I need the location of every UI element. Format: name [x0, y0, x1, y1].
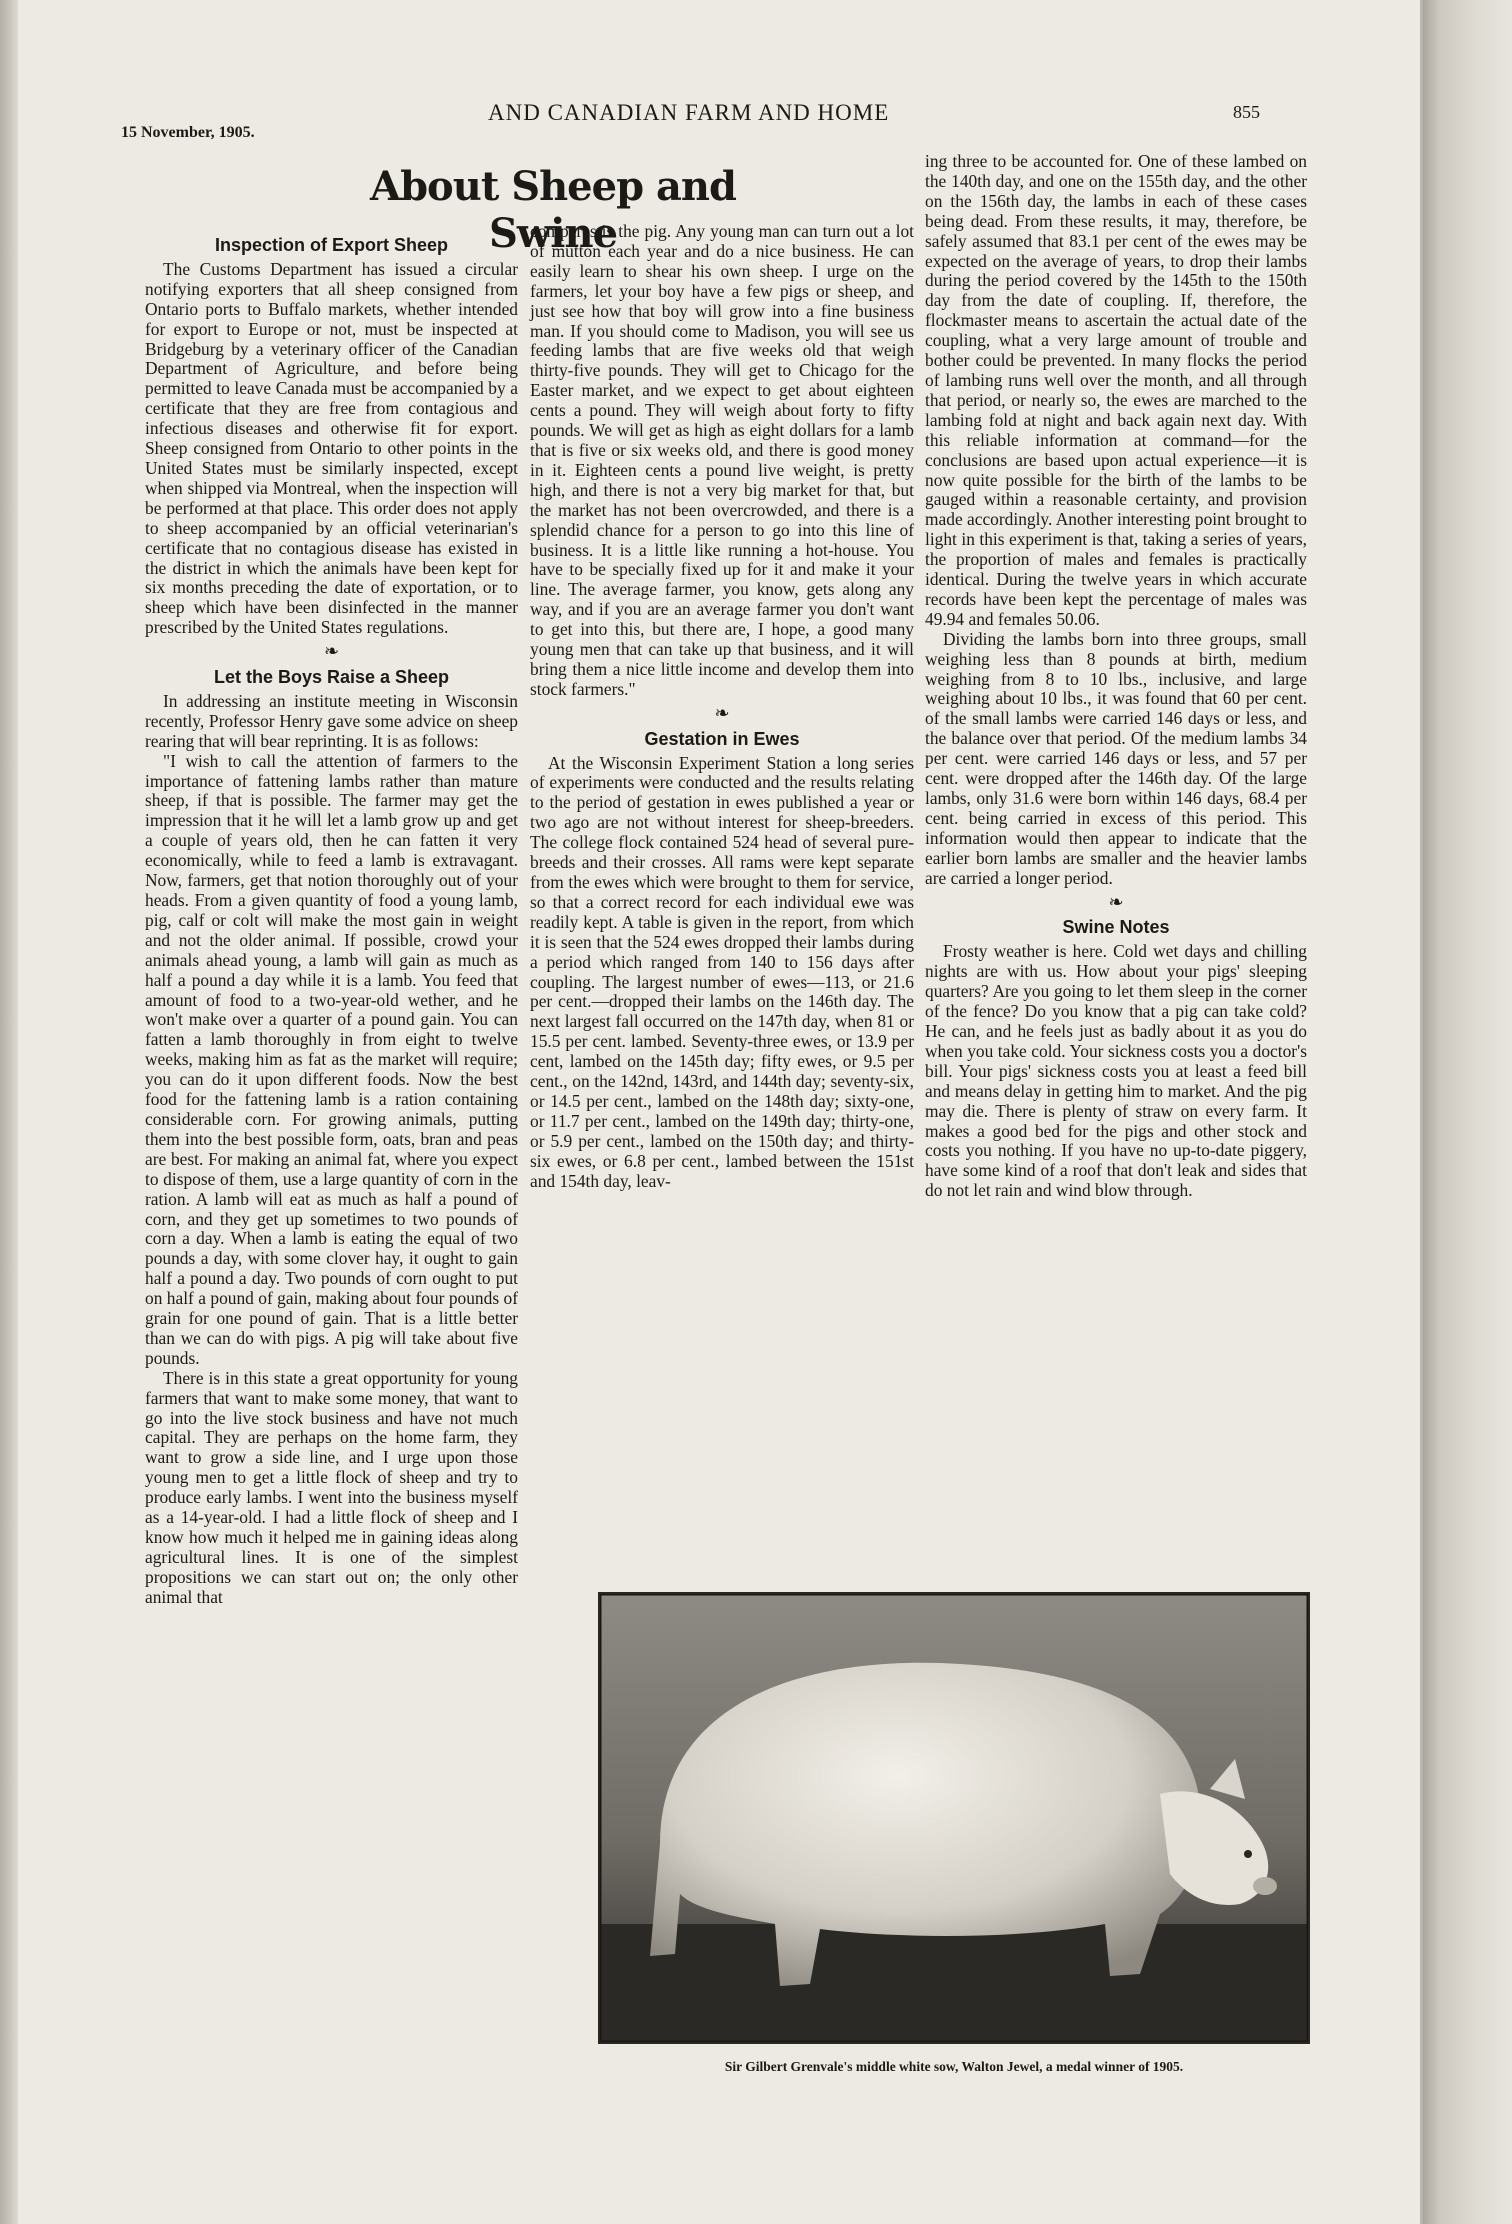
paragraph: ing three to be accounted for. One of these lambed on the 140th day, and one on the 155th day, and the other on the 156th day, the lambs in each of these cases being dead. From these results, it may, therefore, be safely assumed that 83.1 per cent of the ewes may be expected on the average of years, to drop their lambs during the period covered by the 145th to the 150th day from the date of coupling. If, therefore, the flockmaster means to ascertain the actual date of the coupling, what a very large amount of trouble and bother could be prevented. In many flocks the period of lambing runs well over the month, and all through that period, or nearly so, the ewes are marched to the lambing fold at night and back again next day. With this reliable information at command—for the conclusions are based upon actual experience—it is now quite possible for the birth of the lambs to be gauged within a reasonable certainty, and provision made accordingly. Another interesting point brought to light in this experiment is that, taking a series of years, the proportion of males and females is practically identical. During the twelve years in which accurate records have been kept the percentage of males was 49.94 and females 50.06. [925, 151, 1307, 629]
article-title: About Sheep and Swine [370, 163, 736, 257]
figure-caption: Sir Gilbert Grenvale's middle white sow, Walton Jewel, a medal winner of 1905. [724, 2059, 1184, 2074]
pig-image [600, 1594, 1308, 2042]
magazine-page [18, 0, 1423, 2224]
ornament-icon: ❧ [1108, 891, 1124, 912]
running-head [18, 100, 1423, 141]
paragraph: "I wish to call the attention of farmers to the importance of fattening lambs rather than mature sheep, if that is possible. The farmer may get the impression that it he will let a lamb grow up and get a couple of years old, then he can fatten it very economically, while to feed a lamb is extravagant. Now, farmers, get that notion thoroughly out of your heads. From a given quantity of food a young lamb, pig, calf or colt will make the most gain in weight and not the older animal. If possible, crowd your animals ahead young, a lamb will gain as much as half a pound a day while it is a lamb. You feed that amount of food to a two-year-old wether, and he won't make over a quarter of a pound gain. You can fatten a lamb thoroughly in from eight to twelve weeks, making him as fat as the market will require; you can do it upon different foods. Now the best food for the fattening lamb is a ration containing considerable corn. For growing animals, putting them into the best possible form, oats, bran and peas are best. For making an animal fat, where you expect to dispose of them, use a large quantity of corn in the ration. A lamb will eat as much as half a pound of corn, and they get up sometimes to two pounds of corn a day. When a lamb is eating the equal of two pounds a day, with some clover hay, it ought to gain half a pound a day. Two pounds of corn ought to put on half a pound of gain, making about four pounds of grain for one pound of gain. That is a little better than we can do with pigs. A pig will take about five pounds. [145, 750, 518, 1368]
paragraph: Frosty weather is here. Cold wet days and chilling nights are with us. How about your pigs' sleeping quarters? Are you going to let them sleep in the corner of the fence? Do you know that a pig can take cold? He can, and he feels just as badly about it as you do when you take cold. Your sickness costs you a doctor's bill. Your pigs' sickness costs you at least a feed bill and means delay in getting him to market. And the pig may die. There is plenty of straw on every farm. It makes a good bed for the pigs and other stock and costs you nothing. If you have no up-to-date piggery, have some kind of a roof that don't leak and sides that do not let rain and wind blow through. [925, 941, 1307, 1201]
paragraph: The Customs Department has issued a circular notifying exporters that all sheep consigned from Ontario ports to Buffalo markets, whether intended for export to Europe or not, must be inspected at Bridgeburg by a veterinary officer of the Canadian Department of Agriculture, and before being permitted to leave Canada must be accompanied by a certificate that they are free from contagious and infectious diseases and otherwise fit for export. Sheep consigned from Ontario to other points in the United States must be similarly inspected, except when shipped via Montreal, when the inspection will be performed at that place. This order does not apply to sheep accompanied by an official veterinarian's certificate that no contagious disease has existed in the district in which the animals have been kept for six months preceding the date of exportation, or to sheep which have been disinfected in the manner prescribed by the United States regulations. [145, 258, 518, 638]
section-heading-boys: Let the Boys Raise a Sheep [213, 667, 450, 688]
paragraph: compares is the pig. Any young man can turn out a lot of mutton each year and do a nice business. He can easily learn to shear his own sheep. I urge on the farmers, let your boy have a few pigs or sheep, and just see how that boy will grow into a fine business man. If you should come to Madison, you will see us feeding lambs that are five weeks old that weigh thirty-five pounds. They will get to Chicago for the Easter market, and we expect to get about eighteen cents a pound. They will weigh about forty to fifty pounds. We will get as high as eight dollars for a lamb that is five or six weeks old, and there is good money in it. Eighteen cents a pound live weight, is pretty high, and there is not a very big market for that, but the market has not been overcrowded, and there is a splendid chance for a person to go into this line of business. It is a little like running a hot-house. You have to be specially fixed up for it and make it your line. The average farmer, you know, gets along any way, and if you are an average farmer you don't want to get into this, but there are, I hope, a good many young men that can take up that business, and it will bring them a nice little income and develop them into stock farmers." [530, 221, 914, 699]
column-3 [925, 152, 1307, 1201]
column-1 [145, 230, 518, 1608]
issue-date: 15 November, 1905. [121, 124, 255, 141]
page-number: 855 [1233, 102, 1260, 122]
section-heading-gestation: Gestation in Ewes [644, 728, 800, 749]
paragraph: Dividing the lambs born into three groups, small weighing less than 8 pounds at birth, medium weighing from 8 to 10 lbs., inclusive, and large weighing about 10 lbs., it was found that 60 per cent. of the small lambs were carried 146 days or less, and the balance over that period. Of the medium lambs 34 per cent. were carried 146 days or less, and 57 per cent. were dropped after the 146th day. Of the large lambs, only 31.6 were born within 146 days, 68.4 per cent. being carried in excess of this period. This information would then appear to indicate that the earlier born lambs are smaller and the heavier lambs are carried a longer period. [925, 628, 1307, 888]
binding-shadow [0, 0, 18, 2224]
paragraph: At the Wisconsin Experiment Station a long series of experiments were conducted and the results relating to the period of gestation in ewes published a year or two ago are not without interest for sheep-breeders. The college flock contained 524 head of several pure-breeds and their crosses. All rams were kept separate from the ewes which were brought to them for service, so that a correct record for each individual ewe was readily kept. A table is given in the report, from which it is seen that the 524 ewes dropped their lambs during a period which ranged from 140 to 156 days after coupling. The largest number of ewes—113, or 21.6 per cent.—dropped their lambs on the 146th day. The next largest fall occurred on the 147th day, when 81 or 15.5 per cent. lambed. Seventy-three ewes, or 13.9 per cent, lambed on the 145th day; fifty ewes, or 9.5 per cent., on the 142nd, 143rd, and 144th day; seventy-six, or 14.5 per cent., lambed on the 148th day; sixty-one, or 11.7 per cent., lambed on the 149th day; thirty-one, or 5.9 per cent., lambed on the 150th day; and thirty-six ewes, or 6.8 per cent., lambed between the 151st and 154th day, leav- [530, 752, 914, 1191]
publication-title: AND CANADIAN FARM AND HOME [488, 100, 890, 125]
paragraph: In addressing an institute meeting in Wisconsin recently, Professor Henry gave some advice on sheep rearing that will bear reprinting. It is as follows: [145, 690, 518, 751]
ornament-icon: ❧ [323, 641, 340, 662]
page-edge [1423, 0, 1512, 2224]
ornament-icon: ❧ [714, 702, 730, 723]
sow-photograph [598, 1592, 1310, 2044]
column-2 [530, 222, 914, 1192]
paragraph: There is in this state a great opportunity for young farmers that want to make some money, that want to go into the live stock business and have not much capital. They are perhaps on the home farm, they want to grow a side line, and I urge upon those young men to get a little flock of sheep and try to produce early lambs. I went into the business myself as a 14-year-old. I had a little flock of sheep and I know how much it helped me in gaining ideas along agricultural lines. It is one of the simplest propositions we can start out on; the only other animal that [145, 1367, 518, 1607]
section-heading-swine: Swine Notes [1062, 917, 1170, 938]
section-heading-inspection: Inspection of Export Sheep [214, 235, 449, 255]
